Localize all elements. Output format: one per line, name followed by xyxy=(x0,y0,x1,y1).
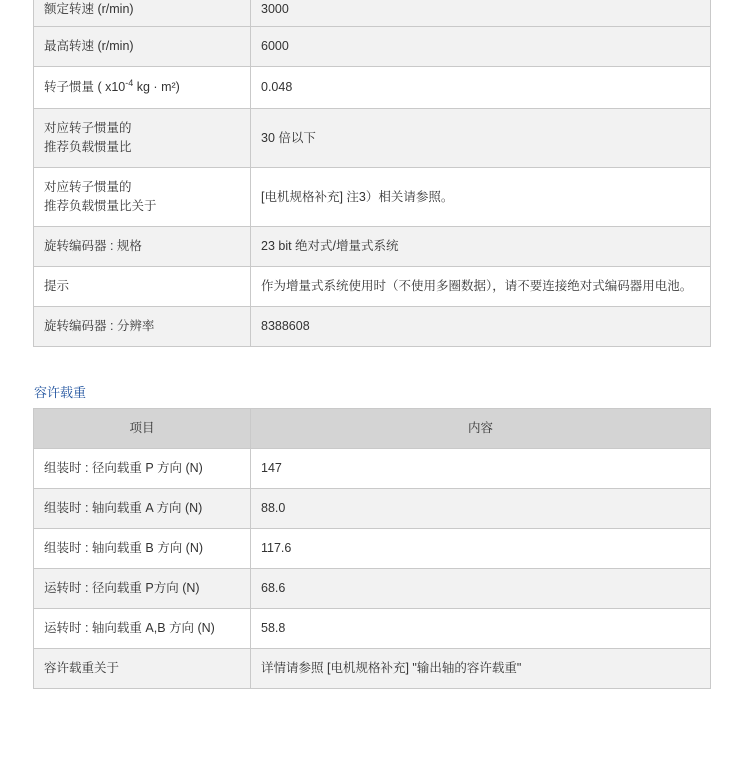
table-row xyxy=(34,227,711,267)
table-row xyxy=(34,67,711,109)
table-row xyxy=(34,168,711,227)
row-label: 转子惯量 ( $x10^{-4}$ kg · m²) xyxy=(34,67,251,109)
row-label: 额定转速 (r/min) xyxy=(34,0,251,27)
row-label: 最高转速 (r/min) xyxy=(34,27,251,67)
table-row xyxy=(34,649,711,689)
allowable-load-table xyxy=(33,408,711,689)
row-value: 作为增量式系统使用时（不使用多圈数据），请不要连接绝对式编码器用电池。 xyxy=(251,267,711,307)
table-row xyxy=(34,489,711,529)
row-value: 6000 xyxy=(251,27,711,67)
row-label: 运转时 : 径向载重 P方向 (N) xyxy=(34,569,251,609)
table-row xyxy=(34,27,711,67)
row-value: [电机规格补充] 注3）相关请参照。 xyxy=(251,168,711,227)
table-row xyxy=(34,569,711,609)
row-value: 117.6 xyxy=(251,529,711,569)
motor-spec-table xyxy=(33,0,711,347)
row-label: 提示 xyxy=(34,267,251,307)
row-value: 3000 xyxy=(251,0,711,27)
row-label: 组装时 : 径向载重 P 方向 (N) xyxy=(34,449,251,489)
row-label: 运转时 : 轴向载重 A,B 方向 (N) xyxy=(34,609,251,649)
column-header: 内容 xyxy=(251,409,711,449)
table-row xyxy=(34,449,711,489)
row-value: 147 xyxy=(251,449,711,489)
row-label: 组装时 : 轴向载重 B 方向 (N) xyxy=(34,529,251,569)
table-row xyxy=(34,267,711,307)
row-label: 旋转编码器 : 规格 xyxy=(34,227,251,267)
table-row xyxy=(34,609,711,649)
table-row xyxy=(34,307,711,347)
row-value: 8388608 xyxy=(251,307,711,347)
row-value: 88.0 xyxy=(251,489,711,529)
row-value: 58.8 xyxy=(251,609,711,649)
row-label: 对应转子惯量的 推荐负载惯量比关于 xyxy=(34,168,251,227)
table-header-row xyxy=(34,409,711,449)
row-label: 组装时 : 轴向载重 A 方向 (N) xyxy=(34,489,251,529)
row-value: 68.6 xyxy=(251,569,711,609)
row-value: 0.048 xyxy=(251,67,711,109)
row-value: 30 倍以下 xyxy=(251,109,711,168)
table-row xyxy=(34,529,711,569)
row-label: 对应转子惯量的 推荐负载惯量比 xyxy=(34,109,251,168)
section-title: 容许载重 xyxy=(34,385,87,400)
row-value: 详情请参照 [电机规格补充] "输出轴的容许载重" xyxy=(251,649,711,689)
table-row xyxy=(34,109,711,168)
column-header: 项目 xyxy=(34,409,251,449)
row-label: 旋转编码器 : 分辨率 xyxy=(34,307,251,347)
row-label: 容许载重关于 xyxy=(34,649,251,689)
table-row xyxy=(34,0,711,27)
row-value: 23 bit 绝对式/增量式系统 xyxy=(251,227,711,267)
